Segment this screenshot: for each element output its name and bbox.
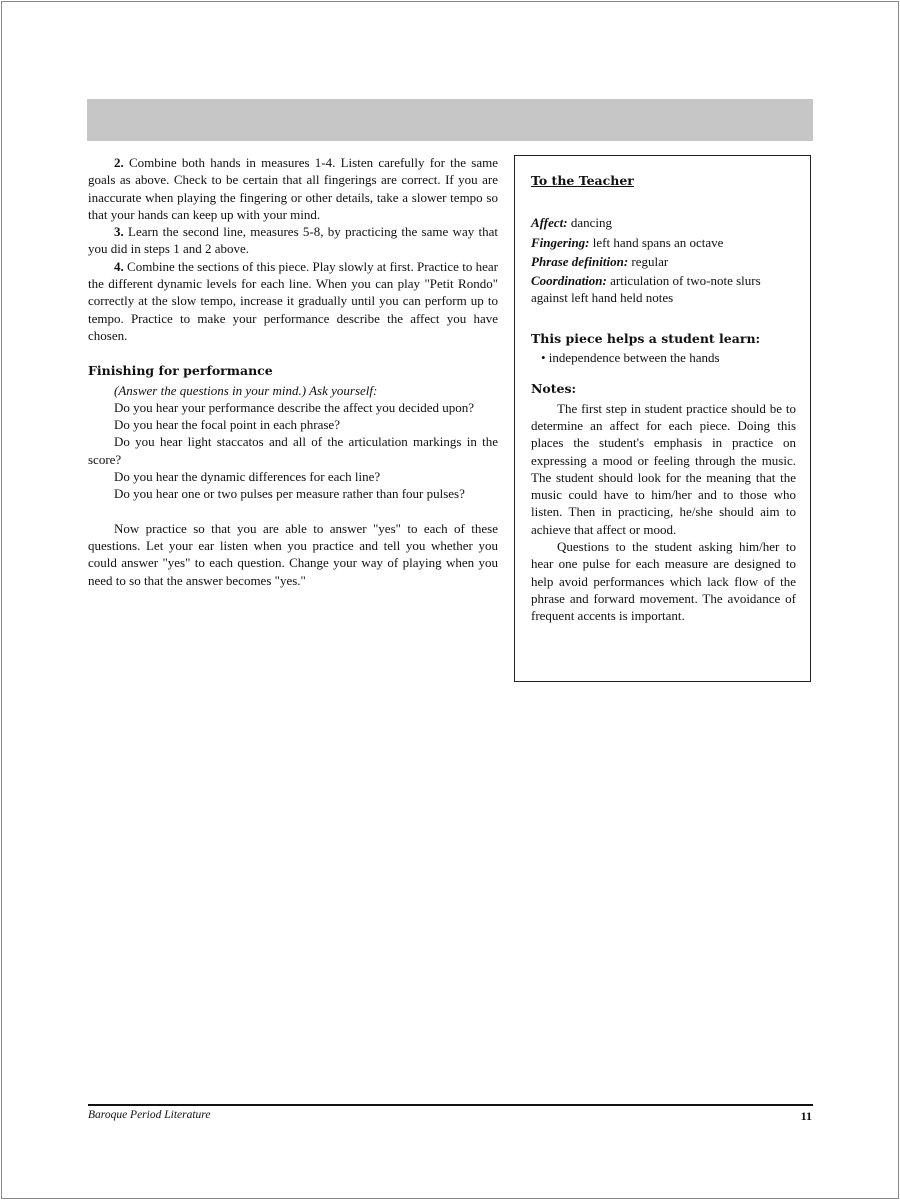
step-2 (88, 154, 498, 223)
header-bar (87, 99, 813, 141)
teacher-box-title: To the Teacher (531, 173, 634, 188)
notes-paragraph-1: The first step in student practice should be to determine an affect for each piece. Doing this places the student's emphasis in practice on expressing a mood or feeling through the music. The student should look for the meaning that the music could have to him/her and to those who listen. Then in practicing, he/she should aim to achieve that affect or mood. (531, 400, 796, 537)
notes-heading: Notes: (531, 381, 577, 397)
helps-item: • independence between the hands (541, 350, 720, 366)
finishing-intro: (Answer the questions in your mind.) Ask yourself: (114, 382, 378, 398)
page-number: 11 (800, 1109, 812, 1123)
detail-fingering (531, 234, 796, 251)
notes-paragraph-2: Questions to the student asking him/her to hear one pulse for each measure are designed to help avoid performances which lack flow of the phrase and forward movement. The avoidance of frequent accents is important. (531, 539, 796, 624)
detail-phrase-label: Phrase definition: (531, 253, 629, 269)
teacher-box (514, 155, 811, 682)
step-3-number: 3. (114, 224, 124, 240)
finishing-heading: Finishing for performance (88, 363, 273, 379)
detail-coordination-value: articulation of two-note slurs against left hand held notes (531, 273, 761, 306)
step-2-number: 2. (114, 155, 124, 170)
step-4 (88, 258, 498, 344)
detail-coordination-label: Coordination: (531, 273, 607, 289)
instructions-column (88, 154, 498, 589)
detail-fingering-label: Fingering: (531, 234, 590, 250)
question-5: Do you hear one or two pulses per measure rather than four pulses? (114, 486, 465, 502)
step-2-text: Combine both hands in measures 1-4. Listen carefully for the same goals as above. Check to be certain that all fingerings are correct. If you are inaccurate when playing the fingering or other details, take a slower tempo so that your hands can keep up with your mind. (88, 155, 498, 222)
detail-phrase-value: regular (628, 253, 669, 269)
question-2: Do you hear the focal point in each phrase? (114, 417, 340, 433)
step-3-text: Learn the second line, measures 5-8, by practicing the same way that you did in steps 1 and 2 above. (88, 224, 498, 257)
detail-phrase (531, 253, 796, 270)
question-3: Do you hear light staccatos and all of the articulation markings in the score? (88, 434, 498, 467)
closing-paragraph: Now practice so that you are able to answer "yes" to each of these questions. Let your ear listen when you practice and tell you whether you could answer "yes" to each question. Change your way of playing when you need to so that the answer becomes "yes." (88, 520, 498, 588)
detail-affect-label: Affect: (531, 215, 568, 231)
step-3 (88, 223, 498, 258)
footer-rule (88, 1104, 813, 1106)
question-1: Do you hear your performance describe the affect you decided upon? (114, 399, 474, 415)
step-4-number: 4. (114, 258, 124, 274)
detail-fingering-value: left hand spans an octave (589, 234, 724, 250)
detail-affect-value: dancing (567, 215, 612, 231)
question-4: Do you hear the dynamic differences for each line? (114, 469, 381, 485)
footer-section-title: Baroque Period Literature (88, 1109, 211, 1121)
helps-heading: This piece helps a student learn: (531, 330, 761, 346)
detail-coordination (531, 272, 796, 307)
detail-affect (531, 214, 796, 231)
step-4-text: Combine the sections of this piece. Play slowly at first. Practice to hear the different dynamic levels for each line. When you can play "Petit Rondo" correctly at the slow tempo, increase it gradually until you can perform up to tempo. Practice to make your performance describe the affect you have chosen. (88, 258, 498, 343)
spacer (88, 503, 498, 520)
